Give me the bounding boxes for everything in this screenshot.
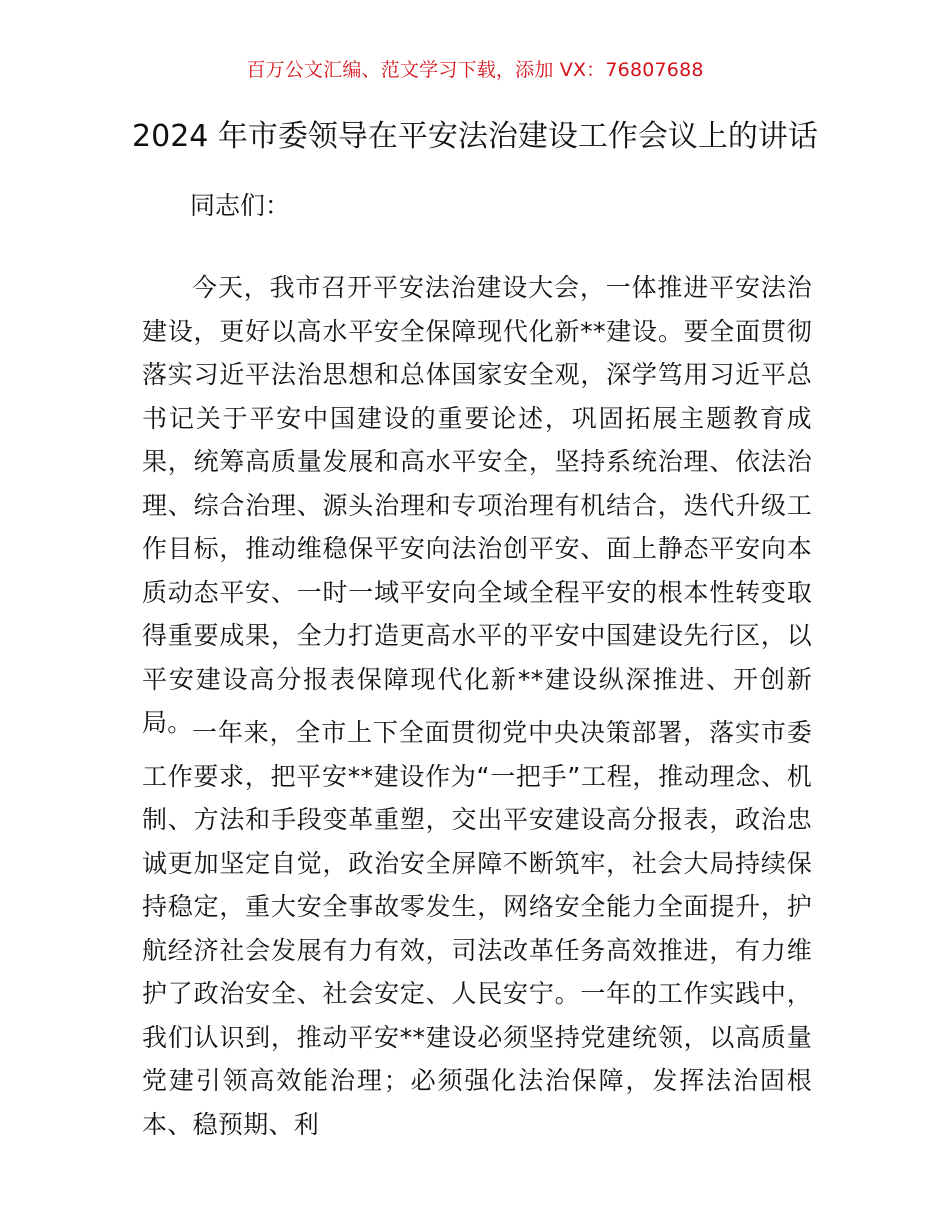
body-paragraph-2: 一年来，全市上下全面贯彻党中央决策部署，落实市委工作要求，把平安**建设作为“一把手”工程，推动理念、机制、方法和手段变革重塑，交出平安建设高分报表，政治忠诚更加坚定自觉，政治安全屏障不断筑牢，社会大局持续保持稳定，重大安全事故零发生，网络安全能力全面提升，护航经济社会发展有力有效，司法改革任务高效推进，有力维护了政治安全、社会安定、人民安宁。一年的工作实践中，我们认识到，推动平安**建设必须坚持党建统领，以高质量党建引领高效能治理；必须强化法治保障，发挥法治固根本、稳预期、利 bbox=[142, 718, 812, 1139]
document-title: 2024 年市委领导在平安法治建设工作会议上的讲话 bbox=[132, 119, 818, 154]
salutation: 同志们： bbox=[190, 191, 291, 220]
header-watermark-note: 百万公文汇编、范文学习下载，添加 VX：76807688 bbox=[246, 59, 704, 81]
body-paragraph-1: 今天，我市召开平安法治建设大会，一体推进平安法治建设，更好以高水平安全保障现代化新**建设。要全面贯彻落实习近平法治思想和总体国家安全观，深学笃用习近平总书记关于平安中国建设的重要论述，巩固拓展主题教育成果，统筹高质量发展和高水平安全，坚持系统治理、依法治理、综合治理、源头治理和专项治理有机结合，迭代升级工作目标，推动维稳保平安向法治创平安、面上静态平安向本质动态平安、一时一域平安向全域全程平安的根本性转变取得重要成果，全力打造更高水平的平安中国建设先行区，以平安建设高分报表保障现代化新**建设纵深推进、开创新局。 bbox=[142, 273, 812, 737]
